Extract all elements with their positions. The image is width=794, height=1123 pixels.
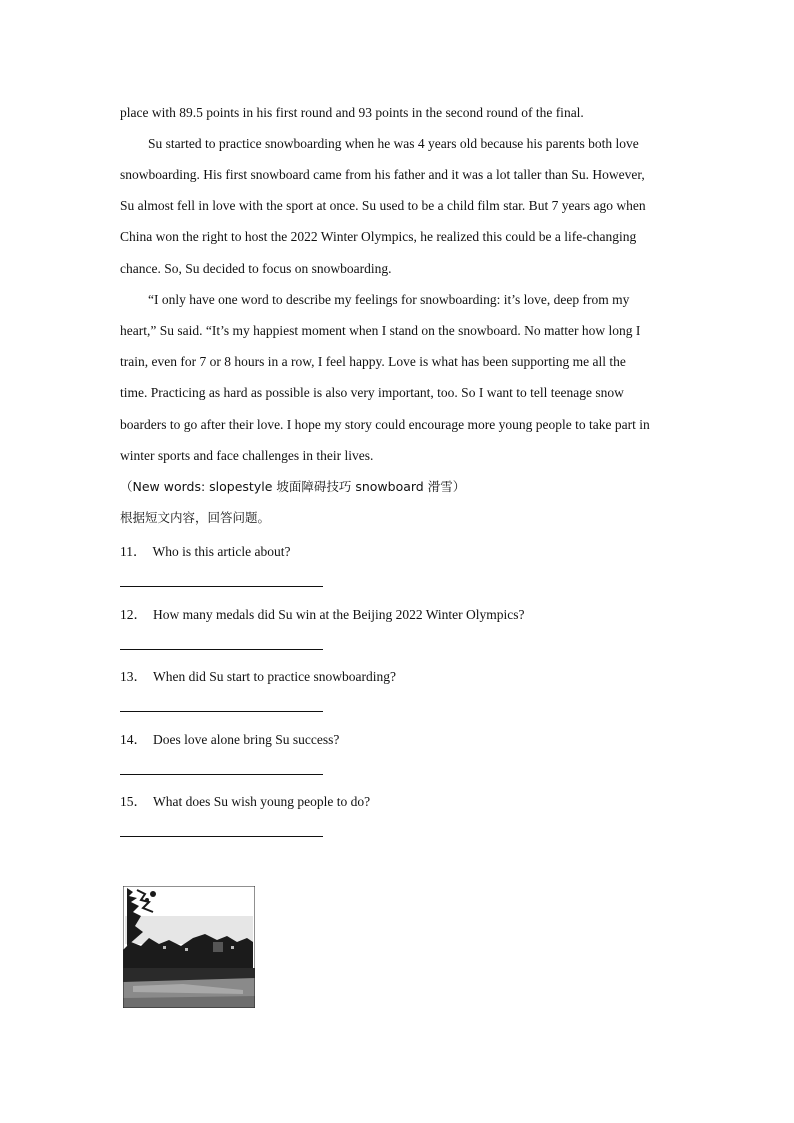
passage-line: heart,” Su said. “It’s my happiest moment when I stand on the snowboard. No matter how long I	[120, 323, 641, 338]
question-text: Does love alone bring Su success?	[153, 732, 340, 747]
landscape-photo-icon	[123, 886, 255, 1008]
question-text: How many medals did Su win at the Beijing 2022 Winter Olympics?	[153, 607, 525, 622]
question-12	[120, 603, 525, 623]
passage-line: chance. So, Su decided to focus on snowboarding.	[120, 261, 392, 276]
question-number: 11．	[120, 544, 147, 559]
passage-line: train, even for 7 or 8 hours in a row, I feel happy. Love is what has been supporting me all the	[120, 354, 626, 369]
question-11	[120, 540, 290, 560]
passage-line: China won the right to host the 2022 Winter Olympics, he realized this could be a life-changing	[120, 229, 637, 244]
question-13	[120, 665, 396, 685]
passage-line: winter sports and face challenges in their lives.	[120, 448, 374, 463]
passage-line: Su almost fell in love with the sport at once. Su used to be a child film star. But 7 years ago when	[120, 198, 646, 213]
answer-line-15[interactable]	[120, 836, 323, 837]
passage-line: place with 89.5 points in his first round and 93 points in the second round of the final.	[120, 105, 584, 120]
question-text: When did Su start to practice snowboarding?	[153, 669, 396, 684]
question-text: Who is this article about?	[152, 544, 291, 559]
question-number: 13．	[120, 669, 147, 684]
passage-line: “I only have one word to describe my feelings for snowboarding: it’s love, deep from my	[148, 292, 630, 307]
passage-line: Su started to practice snowboarding when he was 4 years old because his parents both love	[148, 136, 639, 151]
question-number: 15．	[120, 794, 147, 809]
question-15	[120, 790, 370, 810]
answer-line-13[interactable]	[120, 711, 323, 712]
question-text: What does Su wish young people to do?	[153, 794, 371, 809]
answer-line-14[interactable]	[120, 774, 323, 775]
instruction: 根据短文内容，回答问题。	[120, 510, 271, 525]
passage-line: snowboarding. His first snowboard came from his father and it was a lot taller than Su. However,	[120, 167, 645, 182]
new-words-note: （New words: slopestyle 坡面障碍技巧 snowboard 滑雪）	[120, 479, 466, 494]
answer-line-12[interactable]	[120, 649, 323, 650]
passage-line: boarders to go after their love. I hope my story could encourage more young people to take part in	[120, 417, 650, 432]
question-number: 14．	[120, 732, 147, 747]
question-14	[120, 728, 339, 748]
question-number: 12．	[120, 607, 147, 622]
passage-line: time. Practicing as hard as possible is also very important, too. So I want to tell teenage snow	[120, 385, 624, 400]
answer-line-11[interactable]	[120, 586, 323, 587]
